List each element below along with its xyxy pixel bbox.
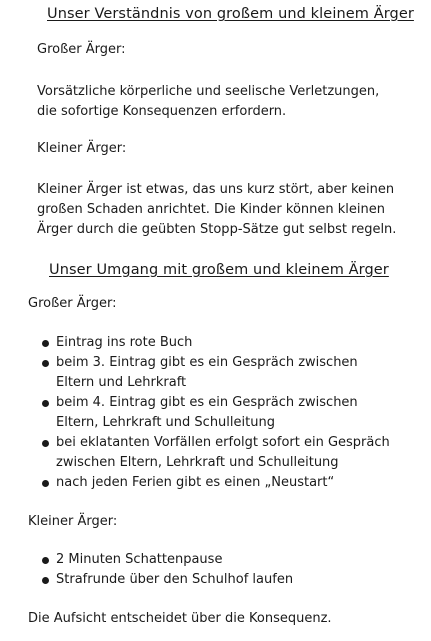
section1-big-text: Vorsätzliche körperliche und seelische Verletzungen, die sofortige Konsequenzen erfordern. bbox=[37, 84, 380, 119]
section2-title: Unser Umgang mit großem und kleinem Ärger bbox=[49, 262, 389, 278]
list-item: Strafrunde über den Schulhof laufen bbox=[42, 570, 397, 590]
closing-statement: Die Aufsicht entscheidet über die Konsequenz. bbox=[28, 611, 332, 626]
list-item: bei eklatanten Vorfällen erfolgt sofort ein Gespräch zwischen Eltern, Lehrkraft und Schulleitung bbox=[42, 433, 397, 473]
list-item: beim 3. Eintrag gibt es ein Gespräch zwischen Eltern und Lehrkraft bbox=[42, 353, 397, 393]
section1-small-text: Kleiner Ärger ist etwas, das uns kurz stört, aber keinen großen Schaden anrichtet. Die Kinder können kleinen Ärger durch die geübten Stopp-Sätze gut selbst regeln. bbox=[37, 182, 397, 237]
big-measures-list bbox=[42, 333, 397, 493]
list-item: nach jeden Ferien gibt es einen „Neustart“ bbox=[42, 473, 397, 493]
section1-big-heading: Großer Ärger: bbox=[37, 42, 126, 57]
section1-title: Unser Verständnis von großem und kleinem Ärger bbox=[47, 6, 414, 22]
list-item: beim 4. Eintrag gibt es ein Gespräch zwischen Eltern, Lehrkraft und Schulleitung bbox=[42, 393, 397, 433]
small-measures-list bbox=[42, 550, 397, 590]
section2-big-heading: Großer Ärger: bbox=[28, 296, 117, 311]
section1-small-heading: Kleiner Ärger: bbox=[37, 141, 127, 156]
list-item: 2 Minuten Schattenpause bbox=[42, 550, 397, 570]
section2-small-heading: Kleiner Ärger: bbox=[28, 514, 118, 529]
list-item: Eintrag ins rote Buch bbox=[42, 333, 397, 353]
